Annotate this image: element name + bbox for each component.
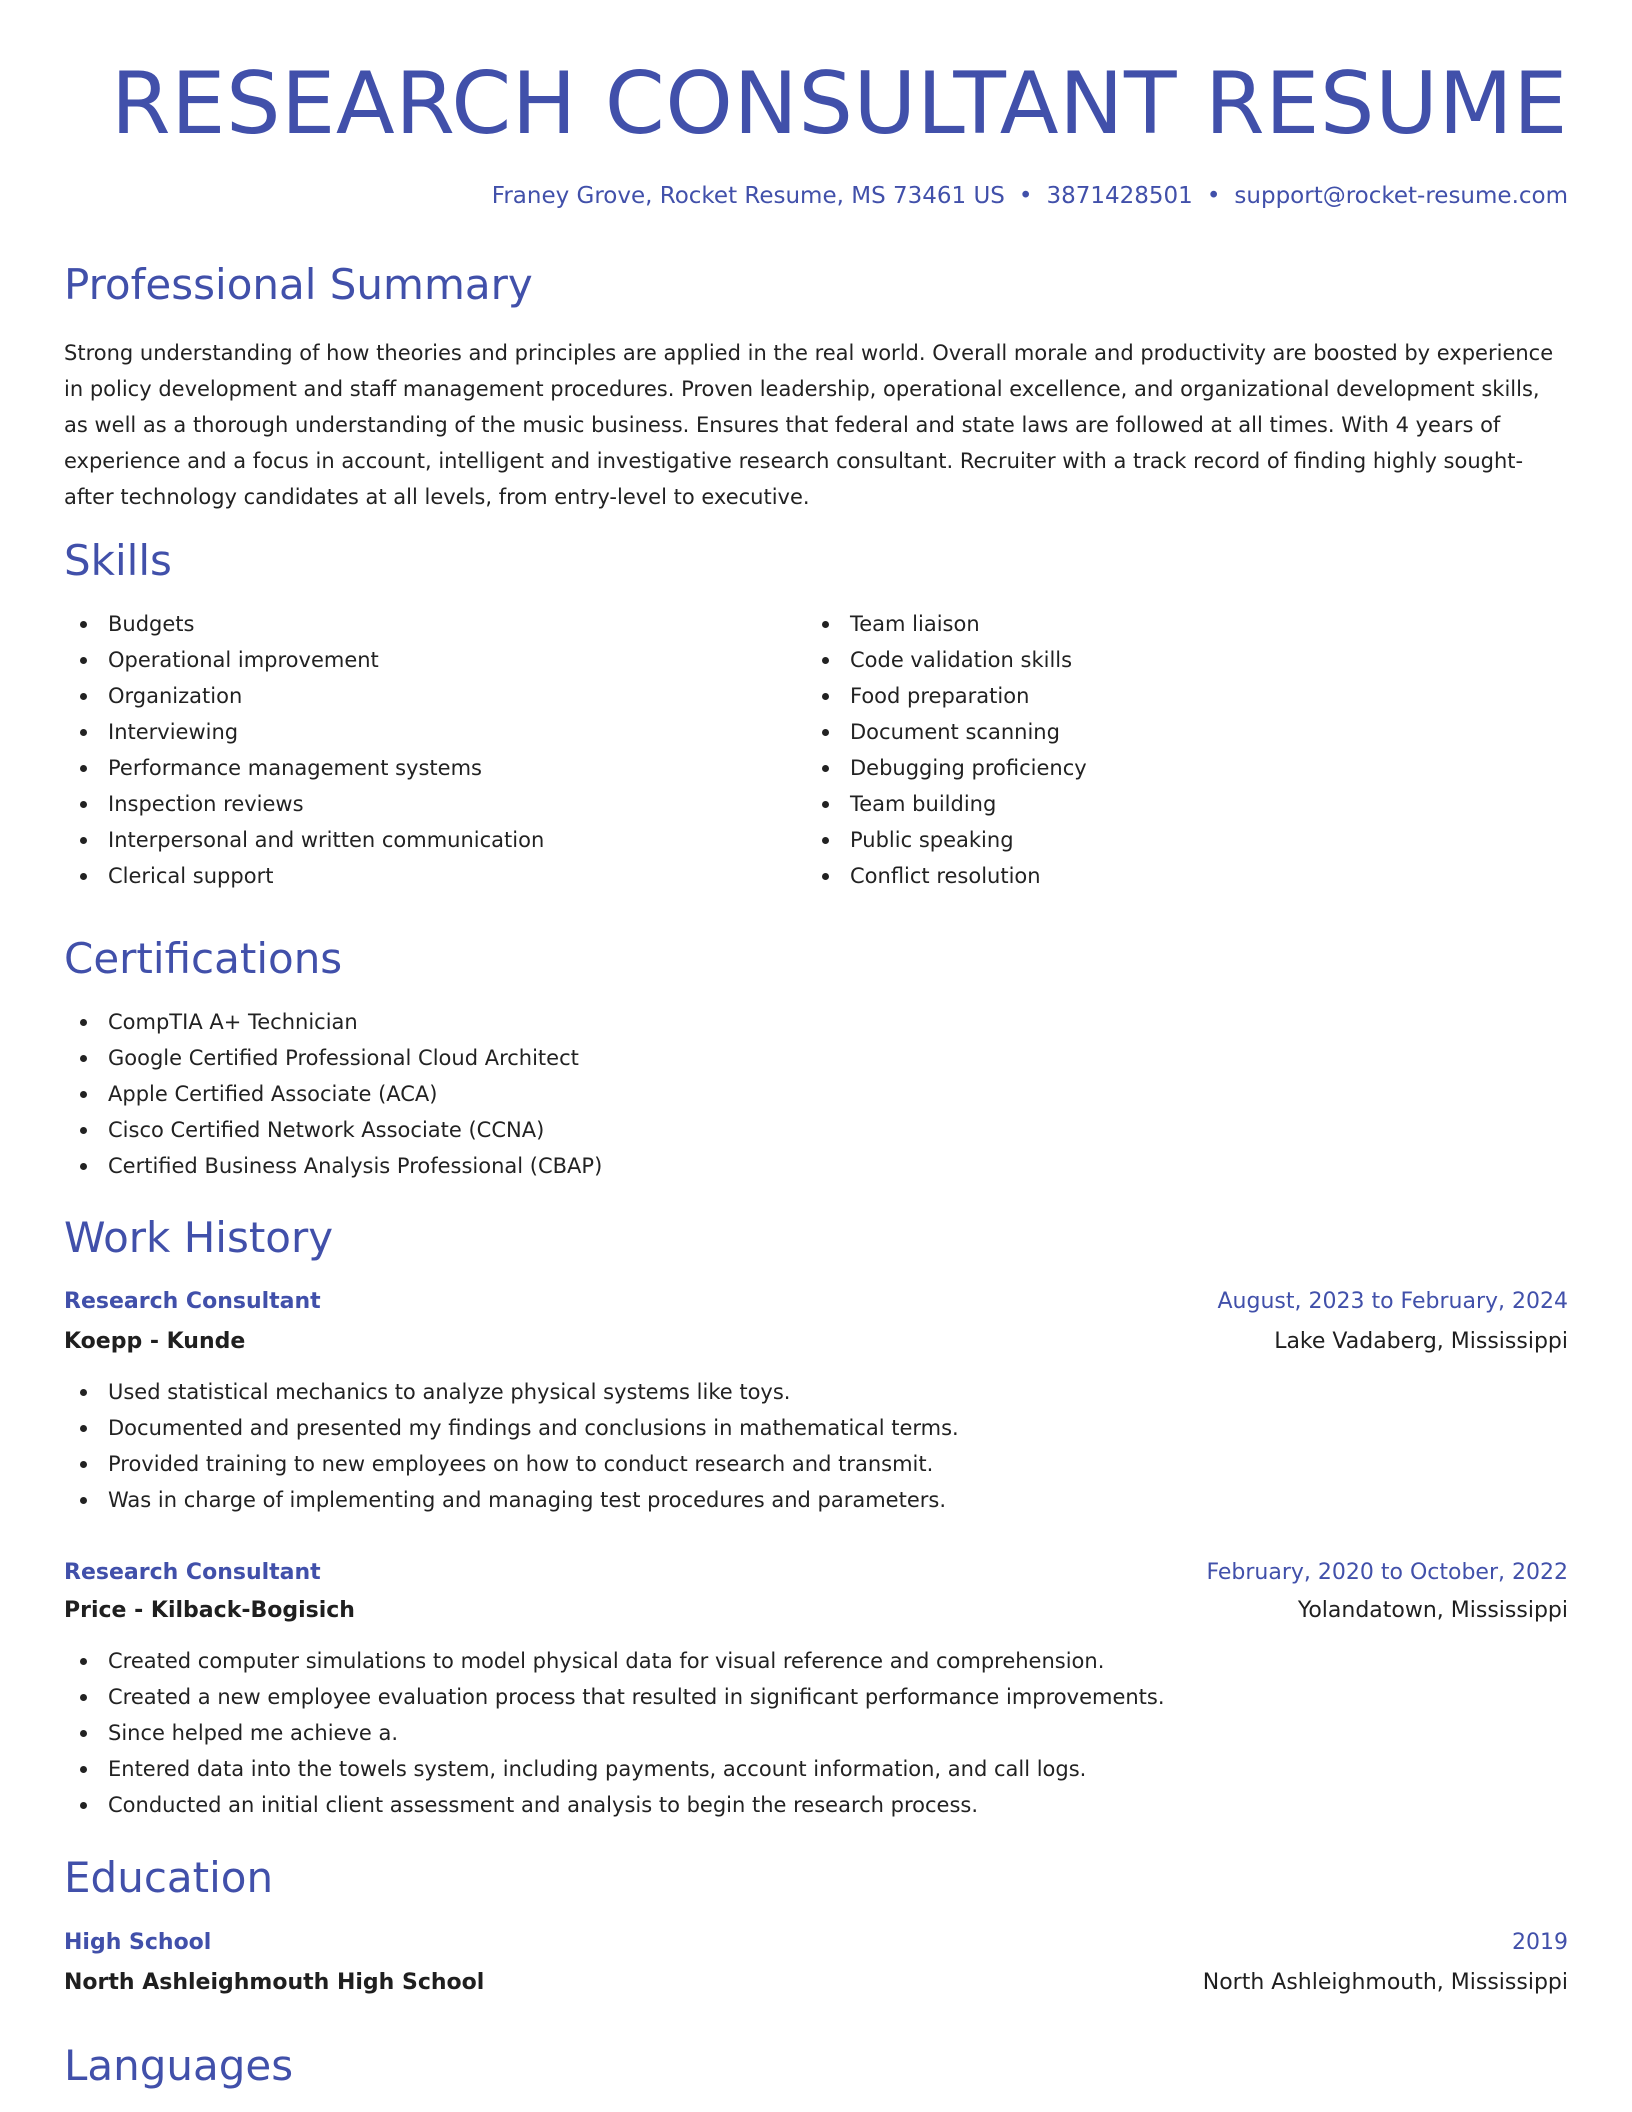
skill-item: Performance management systems — [64, 750, 544, 786]
skill-item: Organization — [64, 678, 544, 714]
skill-item: Team building — [806, 786, 1087, 822]
job-bullet: Conducted an initial client assessment and analysis to begin the research process. — [64, 1787, 1165, 1823]
job-location: Lake Vadaberg, Mississippi — [1274, 1329, 1568, 1354]
section-heading-education: Education — [64, 1853, 274, 1902]
education-location: North Ashleighmouth, Mississippi — [1202, 1970, 1568, 1995]
job-bullet: Provided training to new employees on how to conduct research and transmit. — [64, 1446, 959, 1482]
job-bullet: Entered data into the towels system, including payments, account information, and call logs. — [64, 1751, 1165, 1787]
job-dates: August, 2023 to February, 2024 — [1217, 1289, 1568, 1314]
section-heading-summary: Professional Summary — [64, 260, 533, 309]
certifications-list — [64, 1004, 602, 1184]
job-header-2 — [64, 1555, 1568, 1591]
education-year: 2019 — [1512, 1930, 1568, 1955]
resume-title: RESEARCH CONSULTANT RESUME — [110, 54, 1568, 154]
job-bullet: Since helped me achieve a. — [64, 1715, 1165, 1751]
section-heading-skills: Skills — [64, 536, 172, 585]
job-bullet: Created a new employee evaluation process that resulted in significant performance improvements. — [64, 1679, 1165, 1715]
job-subheader-2 — [64, 1593, 1568, 1629]
contact-address: Franey Grove, Rocket Resume, MS 73461 US — [491, 183, 1005, 209]
skill-item: Inspection reviews — [64, 786, 544, 822]
education-header — [64, 1925, 1568, 1961]
skill-item: Public speaking — [806, 822, 1087, 858]
job-company: Koepp - Kunde — [64, 1329, 246, 1354]
skill-item: Clerical support — [64, 858, 544, 894]
skills-list-right — [806, 606, 1087, 894]
skill-item: Team liaison — [806, 606, 1087, 642]
education-school: North Ashleighmouth High School — [64, 1970, 485, 1995]
certification-item: CompTIA A+ Technician — [64, 1004, 602, 1040]
contact-phone: 3871428501 — [1046, 183, 1193, 209]
job-bullets-2 — [64, 1643, 1165, 1823]
skill-item: Interpersonal and written communication — [64, 822, 544, 858]
section-heading-work-history: Work History — [64, 1213, 334, 1262]
job-bullets-1 — [64, 1374, 959, 1518]
job-subheader-1 — [64, 1324, 1568, 1360]
job-title: Research Consultant — [64, 1560, 321, 1585]
summary-text: Strong understanding of how theories and principles are applied in the real world. Overall morale and productivity are boosted by experience in policy development and staff management procedures. Proven leadership, operational excellence, and organizational development skills, as well as a thorough understanding of the music business. Ensures that federal and state laws are followed at all times. With 4 years of experience and a focus in account, intelligent and investigative research consultant. Recruiter with a track record of finding highly sought-after technology candidates at all levels, from entry-level to executive. — [64, 341, 1554, 509]
certification-item: Google Certified Professional Cloud Architect — [64, 1040, 602, 1076]
job-header-1 — [64, 1284, 1568, 1320]
section-heading-languages: Languages — [64, 2041, 294, 2090]
section-heading-certifications: Certifications — [64, 934, 343, 983]
skill-item: Operational improvement — [64, 642, 544, 678]
job-bullet: Created computer simulations to model physical data for visual reference and comprehension. — [64, 1643, 1165, 1679]
contact-email: support@rocket-resume.com — [1234, 183, 1568, 209]
contact-line — [492, 180, 1568, 212]
education-subheader — [64, 1965, 1568, 2001]
certification-item: Cisco Certified Network Associate (CCNA) — [64, 1112, 602, 1148]
job-dates: February, 2020 to October, 2022 — [1206, 1560, 1568, 1585]
skill-item: Debugging proficiency — [806, 750, 1087, 786]
skill-item: Budgets — [64, 606, 544, 642]
education-degree: High School — [64, 1930, 212, 1955]
job-bullet: Documented and presented my findings and conclusions in mathematical terms. — [64, 1410, 959, 1446]
job-bullet: Used statistical mechanics to analyze physical systems like toys. — [64, 1374, 959, 1410]
skill-item: Conflict resolution — [806, 858, 1087, 894]
contact-separator: • — [1206, 183, 1221, 209]
job-bullet: Was in charge of implementing and managing test procedures and parameters. — [64, 1482, 959, 1518]
skill-item: Code validation skills — [806, 642, 1087, 678]
skill-item: Document scanning — [806, 714, 1087, 750]
skills-list-left — [64, 606, 544, 894]
skill-item: Interviewing — [64, 714, 544, 750]
job-company: Price - Kilback-Bogisich — [64, 1598, 355, 1623]
job-title: Research Consultant — [64, 1289, 321, 1314]
certification-item: Apple Certified Associate (ACA) — [64, 1076, 602, 1112]
certification-item: Certified Business Analysis Professional (CBAP) — [64, 1148, 602, 1184]
skill-item: Food preparation — [806, 678, 1087, 714]
job-location: Yolandatown, Mississippi — [1297, 1598, 1568, 1623]
contact-separator: • — [1018, 183, 1033, 209]
